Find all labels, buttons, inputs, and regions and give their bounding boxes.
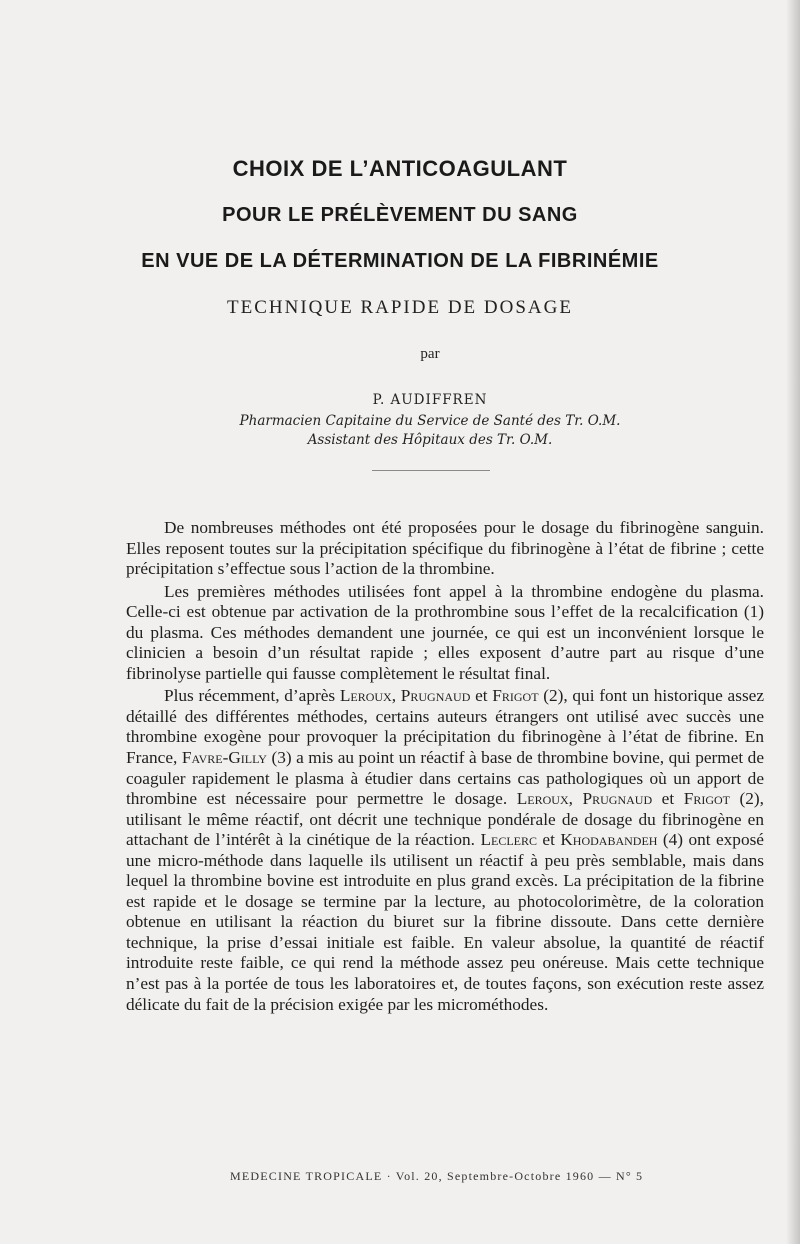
author-citation: Leclerc [480,830,537,850]
author-name: P. AUDIFFREN [372,392,488,408]
article-body [126,518,764,1015]
byline-par: par [420,346,440,362]
author-citation: Leroux [339,686,392,706]
author-citation: Frigot [683,789,730,809]
article-title-line-1: CHOIX DE L’ANTICOAGULANT [232,156,568,181]
author-citation: Frigot [492,686,539,706]
author-citation: Khodabandeh [560,830,658,850]
text-run: , [568,789,583,809]
text-run: (2), qui font un historique assez détaillé des différentes méthodes, certains auteurs étrangers ont utilisé avec succès une thrombine exogène pour provoquer la précipitation du fibrinogène à l’état de fibrine. En France, [126,686,765,768]
author-citation: Favre-Gilly [181,748,267,768]
page-edge-shadow [786,0,800,1244]
paragraph-3 [126,686,764,1015]
author-affiliation-1: Pharmacien Capitaine du Service de Santé des Tr. O.M. [239,413,621,429]
text-run: et [537,830,561,850]
paragraph-2: Les premières méthodes utilisées font appel à la thrombine endogène du plasma. Celle-ci est obtenue par activation de la prothrombine sous l’effet de la recalcification (1) du plasma. Ces méthodes demandent une journée, ce qui est un inconvénient lorsque le clinicien a besoin d’un résultat rapide ; elles exposent d’autre part au risque d’une fibrinolyse partielle qui fausse complètement le résultat final. [126,581,764,683]
article-title-line-2: POUR LE PRÉLÈVEMENT DU SANG [222,204,578,226]
article-subtitle: TECHNIQUE RAPIDE DE DOSAGE [227,297,573,318]
author-citation: Prugnaud [400,686,471,706]
author-citation: Leroux [516,789,569,809]
section-divider [372,470,490,471]
text-run: (3) a mis au point un réactif à base de thrombine bovine, qui permet de coaguler rapidement le plasma à étudier dans certains cas pathologiques où un apport de thrombine est nécessaire pour permettre le dosage. [126,748,764,809]
article-title-line-3: EN VUE DE LA DÉTERMINATION DE LA FIBRINÉMIE [141,250,659,272]
journal-footer: MEDECINE TROPICALE · Vol. 20, Septembre-Octobre 1960 — N° 5 [230,1169,644,1183]
paragraph-1: De nombreuses méthodes ont été proposées pour le dosage du fibrinogène sanguin. Elles reposent toutes sur la précipitation spécifique du fibrinogène à l’état de fibrine ; cette précipitation s’effectue sous l’action de la thrombine. [126,518,764,579]
author-citation: Prugnaud [582,789,653,809]
text-run: et [652,789,684,809]
text-run: , [391,686,401,706]
author-affiliation-2: Assistant des Hôpitaux des Tr. O.M. [307,432,553,448]
text-run: et [470,686,493,706]
text-run: Plus récemment, d’après [164,686,340,706]
text-run: (2), utilisant le même réactif, ont décrit une technique pondérale de dosage du fibrinogène en attachant de l’intérêt à la cinétique de la réaction. [126,789,765,850]
text-run: (4) ont exposé une micro-méthode dans laquelle ils utilisent un réactif à peu près semblable, mais dans lequel la thrombine bovine est introduite en plus grand excès. La précipitation de la fibrine est rapide et le dosage se termine par la lecture, au photocolorimètre, de la coloration obtenue en utilisant la réaction du biuret sur la fibrine dissoute. Dans cette dernière technique, la prise d’essai initiale est faible. En valeur absolue, la quantité de réactif introduite reste faible, ce qui rend la méthode assez peu onéreuse. Mais cette technique n’est pas à la portée de tous les laboratoires et, de toutes façons, son exécution reste assez délicate du fait de la précision exigée par les microméthodes. [126,830,764,1014]
